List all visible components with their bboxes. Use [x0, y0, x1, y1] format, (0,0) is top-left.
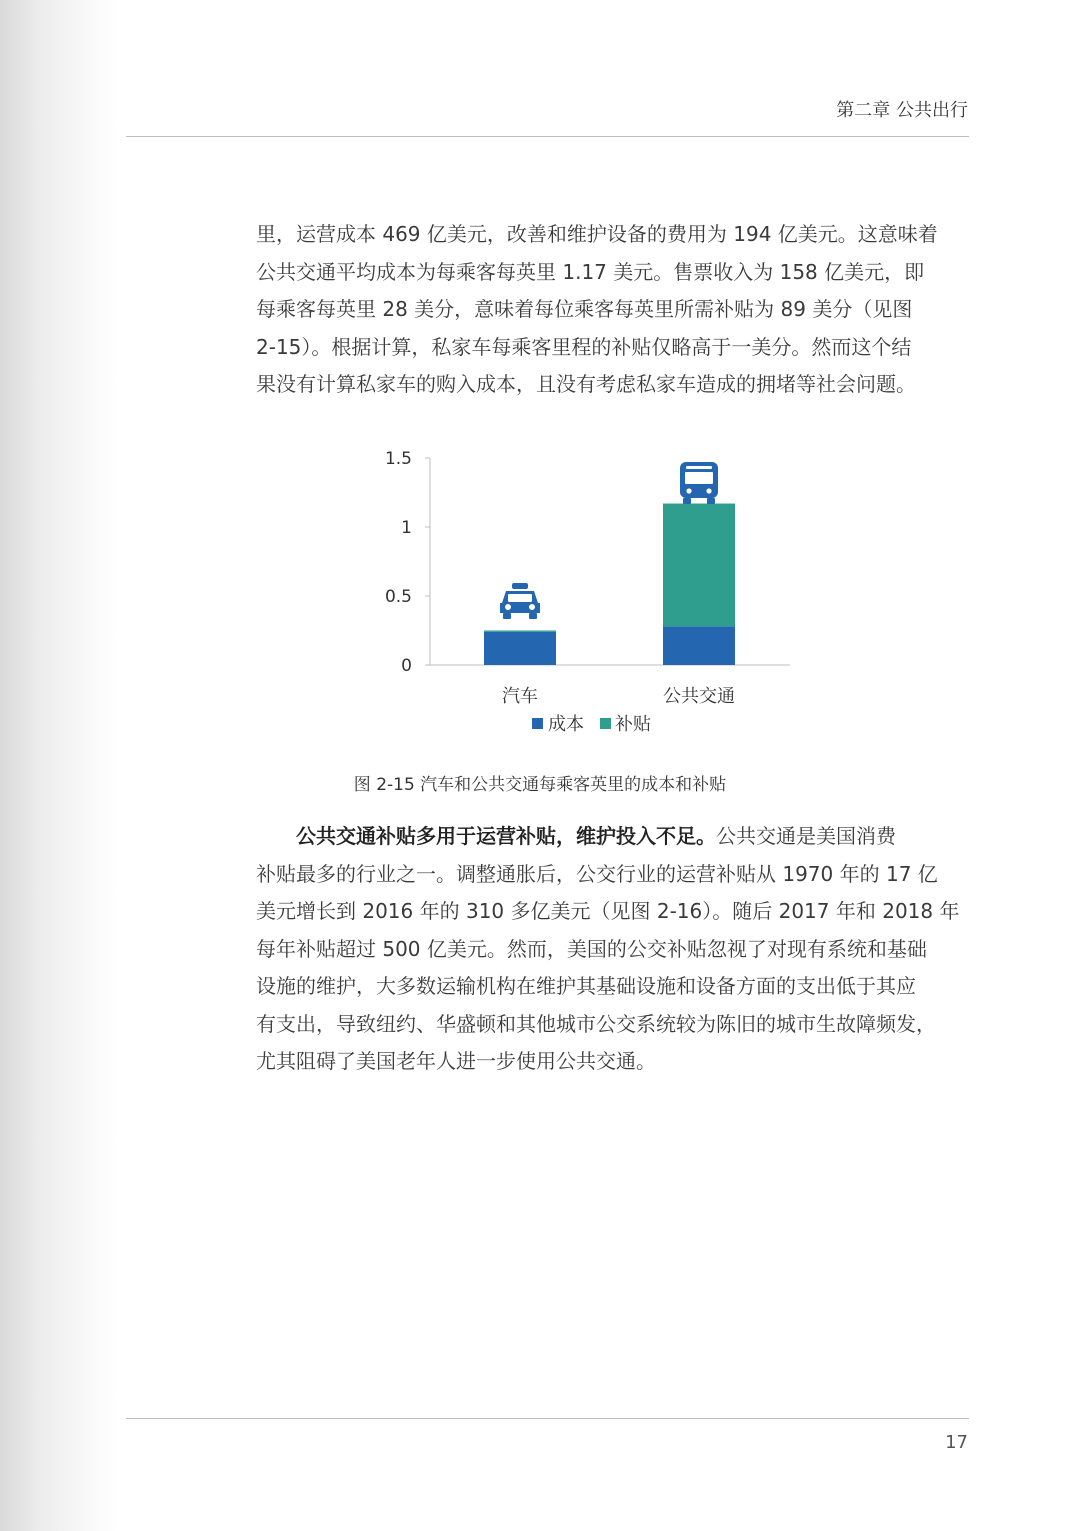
paragraph-2	[256, 818, 960, 1081]
paragraph-2-line: 有支出，导致纽约、华盛顿和其他城市公交系统较为陈旧的城市生故障频发，	[256, 1011, 936, 1036]
bus-icon	[680, 462, 718, 504]
paragraph-2-lead: 公共交通补贴多用于运营补贴，维护投入不足。	[296, 824, 716, 848]
paragraph-1-line: 果没有计算私家车的购入成本，且没有考虑私家车造成的拥堵等社会问题。	[256, 372, 916, 396]
car-icon	[500, 583, 540, 619]
paragraph-2-line: 补贴最多的行业之一。调整通胀后，公交行业的运营补贴从 1970 年的 17 亿	[256, 861, 938, 886]
y-tick-label: 1	[401, 518, 412, 538]
paragraph-1-line: 2-15）。根据计算，私家车每乘客里程的补贴仅略高于一美分。然而这个结	[256, 334, 912, 359]
paragraph-1-line: 里，运营成本 469 亿美元，改善和维护设备的费用为 194 亿美元。这意味着	[256, 222, 938, 246]
paragraph-2-first-line	[256, 818, 942, 856]
legend-label-cost: 成本	[548, 714, 584, 735]
legend-swatch-subsidy	[600, 718, 611, 729]
book-spine-shadow	[0, 0, 120, 1531]
category-label-car: 汽车	[502, 686, 538, 707]
paragraph-1	[256, 216, 942, 404]
paragraph-2-line: 美元增长到 2016 年的 310 多亿美元（见图 2-16）。随后 2017 年和 2018 年	[256, 899, 960, 923]
bar-car-subsidy	[484, 631, 556, 632]
legend-label-subsidy: 补贴	[615, 714, 651, 735]
paragraph-2-line: 每年补贴超过 500 亿美元。然而，美国的公交补贴忽视了对现有系统和基础	[256, 936, 927, 961]
paragraph-2-first-rest: 公共交通是美国消费	[716, 824, 896, 848]
paragraph-2-line: 设施的维护，大多数运输机构在维护其基础设施和设备方面的支出低于其应	[256, 974, 916, 998]
chapter-header: 第二章 公共出行	[836, 100, 968, 121]
y-tick-label: 0	[401, 656, 412, 676]
y-tick-label: 1.5	[384, 449, 412, 469]
figure-caption: 图 2-15 汽车和公共交通每乘客英里的成本和补贴	[353, 775, 727, 795]
paragraph-1-line: 每乘客每英里 28 美分，意味着每位乘客每英里所需补贴为 89 美分（见图	[256, 297, 913, 321]
bar-transit-cost	[663, 626, 735, 665]
paragraph-2-line: 尤其阻碍了美国老年人进一步使用公共交通。	[256, 1049, 656, 1073]
page-number: 17	[945, 1432, 968, 1453]
bar-transit-subsidy	[663, 504, 735, 627]
category-label-transit: 公共交通	[663, 686, 735, 707]
bar-car-cost	[484, 632, 556, 665]
stacked-bar-chart	[360, 440, 820, 750]
y-tick-label: 0.5	[384, 587, 412, 607]
header-rule	[126, 136, 969, 137]
paragraph-1-line: 公共交通平均成本为每乘客每英里 1.17 美元。售票收入为 158 亿美元，即	[256, 259, 925, 284]
legend-swatch-cost	[532, 718, 543, 729]
footer-rule	[126, 1418, 969, 1419]
